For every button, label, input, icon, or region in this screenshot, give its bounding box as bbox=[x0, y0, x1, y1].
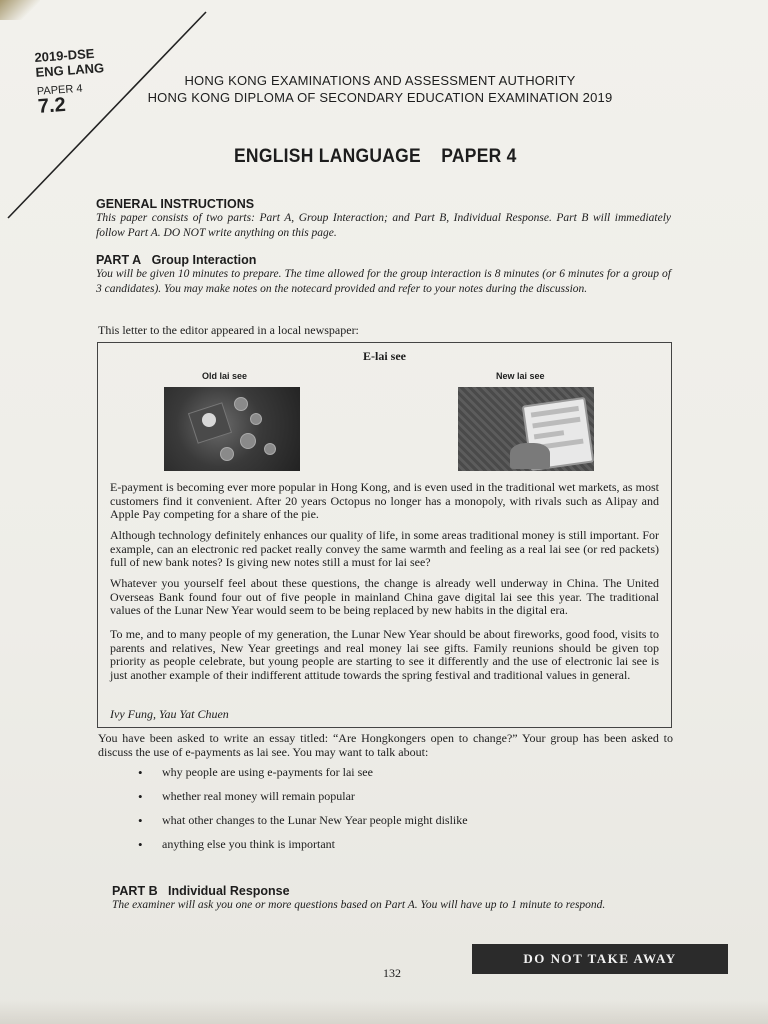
authority-name: HONG KONG EXAMINATIONS AND ASSESSMENT AUTHORITY bbox=[184, 73, 576, 88]
part-a-title: Group Interaction bbox=[151, 253, 257, 267]
letter-box bbox=[97, 342, 672, 728]
general-instructions-heading: GENERAL INSTRUCTIONS bbox=[96, 197, 255, 211]
task-description: You have been asked to write an essay titled: “Are Hongkongers open to change?” Your group has been asked to discuss the use of e-payments as lai see. You may want to talk about: bbox=[98, 731, 673, 759]
letter-intro: This letter to the editor appeared in a local newspaper: bbox=[98, 323, 359, 337]
stamp-number: 7.2 bbox=[37, 93, 67, 118]
part-b-title: Individual Response bbox=[168, 884, 290, 898]
part-b-heading bbox=[112, 884, 290, 898]
part-b-label: PART B bbox=[112, 884, 158, 898]
paper-stamp bbox=[34, 45, 107, 119]
part-a-label: PART A bbox=[96, 253, 142, 267]
page-bottom-shadow bbox=[0, 1000, 768, 1024]
part-a-heading bbox=[96, 253, 256, 267]
exam-page: 2019-DSE ENG LANG PAPER 4 7.2 HONG KONG EXAMINATIONS AND ASSESSMENT AUTHORITY HONG KONG DIPLOMA OF SECONDARY EDUCATION EXAMINATION 2019 ENGLISH LANGUAGE PAPER 4 GENERAL INSTRUCTIONS This paper consists of two parts: Part A, Group Interaction; and Part B, Individual Response. Part B will immediately follow Part A. DO NOT write anything on this page. PART A Group Interaction You will be given 10 minutes to prepare. The time allowed for the group interaction is 8 minutes (or 6 minutes for a group of 3 candidates). You may make notes on the notecard provided and refer to your notes during the discussion. This letter to the editor appeared in a local newspaper: E-lai see Old lai see New lai see E-payment is becoming ever more popular in Hong Kong, and is even used in the traditional wet markets, as most customers find it convenient. After 20 years Octopus no longer has a monopoly, with rivals such as Alipay and Apple Pay competing for a share of the pie. Although technology definitely enhances our quality of life, in some areas traditional money is still important. For example, can an electronic red packet really convey the same warmth and feeling as a real lai see (or red packets) full of new bank notes? Is giving new notes still a must for lai see? Whatever you yourself feel about these questions, the change is already well underway in China. The United Overseas Bank found four out of five people in mainland China gave digital lai see this year. The traditional values of the Lunar New Year would seem to be being replaced by new habits in the digital era. To me, and to many people of my generation, the Lunar New Year should be about fireworks, good food, visits to parents and relatives, New Year greetings and real money lai see gifts. Family reunions should be given top priority as people celebrate, but young people are starting to see it differently and the use of electronic lai see is just another example of their indifferent attitude towards the spring festival and traditional values in general. Ivy Fung, Yau Yat Chuen You have been asked to write an essay titled: “Are Hongkongers open to change?” Your group has been asked to discuss the use of e-payments as lai see. You may want to talk about: why people are using e-payments for lai see whether real money will remain popular what other changes to the Lunar New Year people might dislike anything else you think is important PART B Individual Response The examiner will ask you one or more questions based on Part A. You will have up to 1 minute to respond. 132 DO NOT TAKE AWAY bbox=[0, 0, 768, 1024]
do-not-take-away-banner: DO NOT TAKE AWAY bbox=[472, 944, 728, 974]
stamp-code: 2019-DSE bbox=[34, 45, 95, 65]
old-lai-see-photo bbox=[164, 387, 300, 471]
part-b-instructions: The examiner will ask you one or more questions based on Part A. You will have up to 1 minute to respond. bbox=[112, 899, 606, 911]
corner-slash-line bbox=[0, 0, 220, 230]
letter-paragraph-3: Whatever you yourself feel about these questions, the change is already well underway in China. The United Overseas Bank found four out of five people in mainland China gave digital lai see this year. The traditional values of the Lunar New Year would seem to be being replaced by new habits in the digital era. bbox=[110, 576, 659, 617]
caption-new-lai-see: New lai see bbox=[496, 371, 545, 381]
stamp-paper: PAPER 4 bbox=[36, 82, 83, 98]
caption-old-lai-see: Old lai see bbox=[202, 371, 248, 381]
title-paper: PAPER 4 bbox=[441, 146, 517, 167]
exam-name: HONG KONG DIPLOMA OF SECONDARY EDUCATION EXAMINATION 2019 bbox=[147, 90, 613, 105]
stamp-subject: ENG LANG bbox=[35, 60, 105, 80]
letter-paragraph-4: To me, and to many people of my generation, the Lunar New Year should be about fireworks, good food, visits to parents and relatives, New Year greetings and real money lai see gifts. Family reunions should be given top priority as people celebrate, but young people are starting to see it differently and the use of electronic lai see is just another example of their indifferent attitude towards the spring festival and traditional values in general. bbox=[110, 627, 659, 682]
general-instructions-text: This paper consists of two parts: Part A, Group Interaction; and Part B, Individual Response. Part B will immediately follow Part A. DO NOT write anything on this page. bbox=[96, 212, 671, 239]
new-lai-see-photo bbox=[458, 387, 594, 471]
letter-title: E-lai see bbox=[363, 349, 406, 363]
letter-paragraph-1: E-payment is becoming ever more popular in Hong Kong, and is even used in the traditional wet markets, as most customers find it convenient. After 20 years Octopus no longer has a monopoly, with rivals such as Alipay and Apple Pay competing for a share of the pie. bbox=[110, 480, 659, 521]
title-subject: ENGLISH LANGUAGE bbox=[234, 146, 422, 167]
page-number: 132 bbox=[383, 966, 401, 980]
part-a-instructions: You will be given 10 minutes to prepare. The time allowed for the group interaction is 8 minutes (or 6 minutes for a group of 3 candidates). You may make notes on the notecard provided and refer to your notes during the discussion. bbox=[96, 268, 671, 295]
letter-signature: Ivy Fung, Yau Yat Chuen bbox=[110, 707, 229, 721]
exam-authority-header bbox=[130, 72, 630, 106]
page-title bbox=[234, 146, 517, 168]
letter-paragraph-2: Although technology definitely enhances our quality of life, in some areas traditional money is still important. For example, can an electronic red packet really convey the same warmth and feeling as a real lai see (or red packets) full of new bank notes? Is giving new notes still a must for lai see? bbox=[110, 528, 659, 569]
